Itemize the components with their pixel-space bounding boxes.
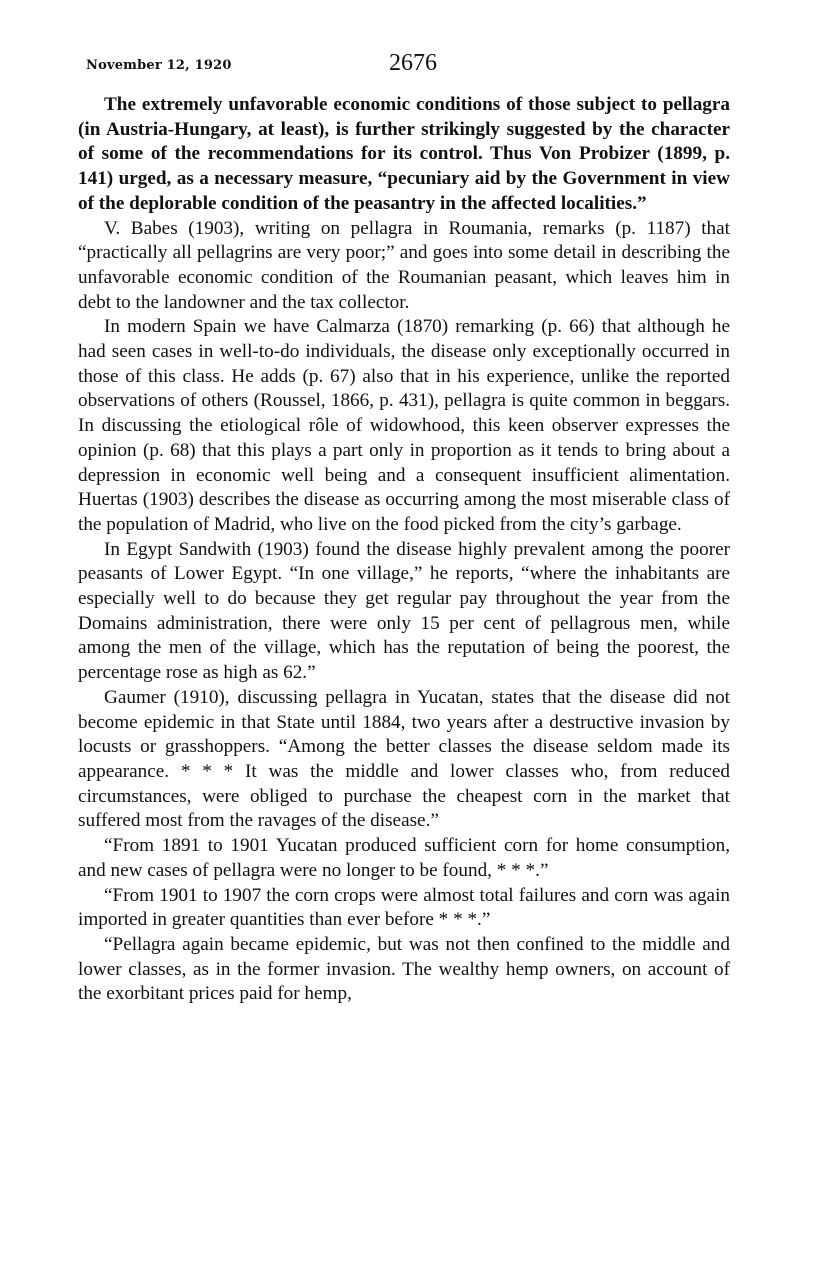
paragraph: “From 1891 to 1901 Yucatan produced sufficient corn for home consumption, and new cases of pellagra were no longer to be found, * * *.” bbox=[78, 835, 730, 881]
publication-date: November 12, 1920 bbox=[86, 58, 232, 73]
paragraph: The extremely unfavorable economic conditions of those subject to pellagra (in Austria-Hungary, at least), is further strikingly suggested by the character of some of the recommendations for its control. Thus Von Probizer (1899, p. 141) urged, as a necessary measure, “pecuniary aid by the Government in view of the deplorable condition of the peasantry in the affected localities.” bbox=[78, 94, 730, 214]
body-text bbox=[78, 93, 730, 1007]
page-number: 2676 bbox=[389, 50, 437, 76]
paragraph: Gaumer (1910), discussing pellagra in Yucatan, states that the disease did not become epidemic in that State until 1884, two years after a destructive invasion by locusts or grasshoppers. “Among the better classes the disease seldom made its appearance. * * * It was the middle and lower classes who, from reduced circumstances, were obliged to purchase the cheapest corn in the market that suffered most from the ravages of the disease.” bbox=[78, 686, 730, 832]
paragraph: In modern Spain we have Calmarza (1870) remarking (p. 66) that although he had seen cases in well-to-do individuals, the disease only exceptionally occurred in those of this class. He adds (p. 67) also that in his experience, unlike the reported observations of others (Roussel, 1866, p. 431), pellagra is quite common in beggars. In discussing the etiological rôle of widowhood, this keen observer expresses the opinion (p. 68) that this plays a part only in proportion as it tends to bring about a depression in economic well being and a consequent insufficient alimentation. Huertas (1903) describes the disease as occurring among the most miserable class of the population of Madrid, who live on the food picked from the city’s garbage. bbox=[78, 316, 730, 535]
paragraph: “Pellagra again became epidemic, but was not then confined to the middle and lower classes, as in the former invasion. The wealthy hemp owners, on account of the exorbitant prices paid for hemp, bbox=[78, 933, 730, 1005]
paragraph: “From 1901 to 1907 the corn crops were almost total failures and corn was again imported in greater quantities than ever before * * *.” bbox=[78, 884, 730, 931]
paragraph: V. Babes (1903), writing on pellagra in Roumania, remarks (p. 1187) that “practically all pellagrins are very poor;” and goes into some detail in describing the unfavorable economic condition of the Roumanian peasant, which leaves him in debt to the landowner and the tax collector. bbox=[78, 217, 730, 313]
page-header bbox=[86, 50, 736, 84]
paragraph: In Egypt Sandwith (1903) found the disease highly prevalent among the poorer peasants of Lower Egypt. “In one village,” he reports, “where the inhabitants are especially well to do because they get regular pay throughout the year from the Domains administration, there were only 15 per cent of pellagrous men, while among the men of the village, which has the reputation of being the poorest, the percentage rose as high as 62.” bbox=[78, 538, 730, 684]
